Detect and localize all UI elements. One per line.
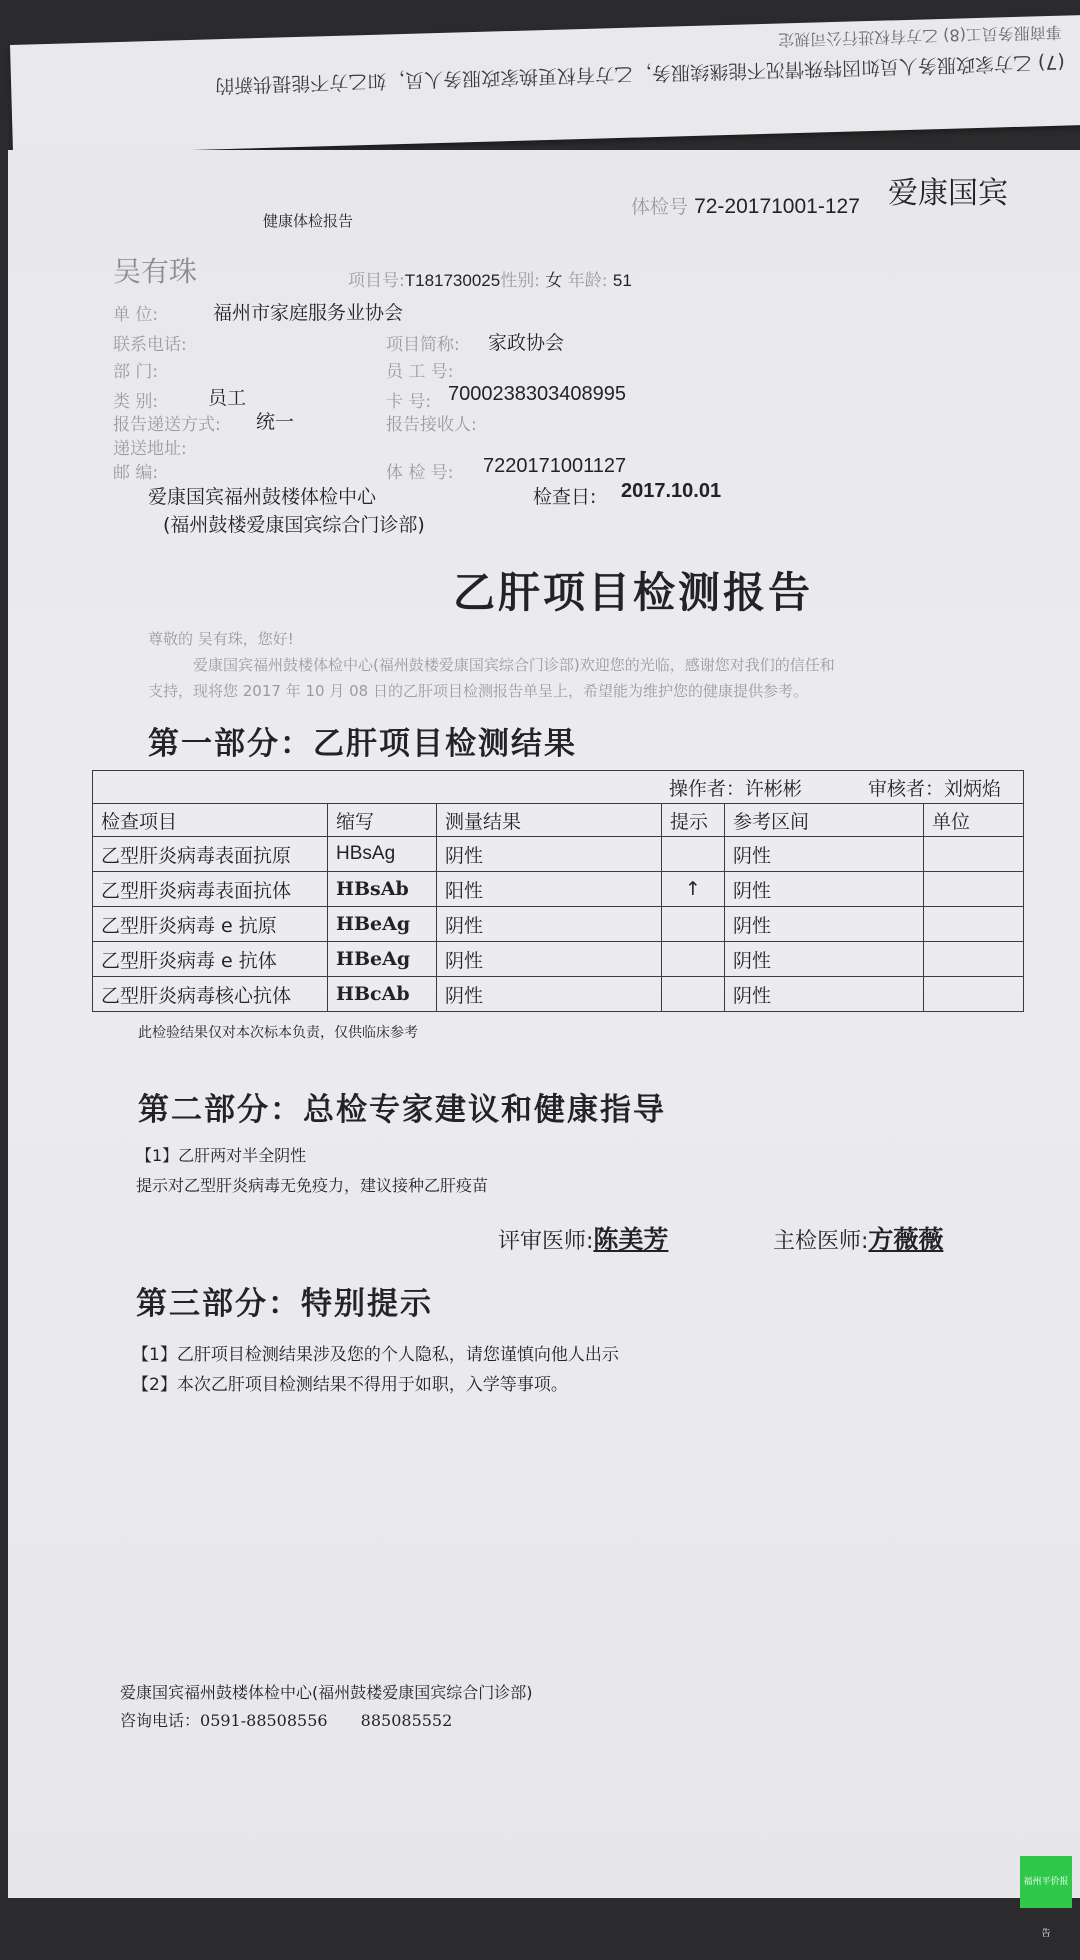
- col-hint: 提示: [662, 804, 725, 837]
- chief-signature: [773, 1220, 943, 1256]
- row-abbr: HBsAg: [328, 837, 437, 872]
- category-label: 类 别:: [113, 392, 159, 412]
- project-no: T181730025: [404, 271, 501, 290]
- col-abbr: 缩写: [328, 804, 437, 837]
- folded-contract-strip: [10, 15, 1080, 155]
- table-meta-row: [93, 771, 1024, 804]
- center-name: 爱康国宾福州鼓楼体检中心: [148, 486, 377, 508]
- row-hint: [662, 907, 725, 942]
- unit-label: 单 位:: [113, 305, 159, 325]
- gender-label: 性别:: [500, 271, 540, 291]
- table-row: [93, 942, 1024, 977]
- row-abbr: HBeAg: [328, 942, 437, 977]
- center-sub: (福州鼓楼爱康国宾综合门诊部): [163, 514, 425, 536]
- row-hint: [662, 942, 725, 977]
- footer-phone-label: 咨询电话：: [120, 1711, 201, 1730]
- card: 7000238303408995: [448, 383, 626, 405]
- notice-item-1: 【1】乙肝项目检测结果涉及您的个人隐私，请您谨慎向他人出示: [132, 1345, 619, 1365]
- part2-heading: 第二部分：总检专家建议和健康指导: [138, 1092, 666, 1128]
- footer-phone-1: 0591-88508556: [200, 1711, 328, 1730]
- row-unit: [924, 942, 1024, 977]
- patient-name: 吴有珠: [113, 255, 198, 288]
- receiver-label: 报告接收人:: [386, 415, 477, 435]
- row-unit: [924, 872, 1024, 907]
- greeting-line-1: 尊敬的 吴有珠，您好!: [148, 630, 294, 648]
- project-no-label: 项目号:: [348, 271, 405, 291]
- brand-name: 爱康国宾: [888, 176, 1008, 211]
- table-note: 此检验结果仅对本次标本负责，仅供临床参考: [138, 1025, 418, 1041]
- report-sheet: [8, 150, 1080, 1898]
- row-item: 乙型肝炎病毒表面抗体: [93, 872, 328, 907]
- age: 51: [612, 271, 632, 290]
- row-hint: [662, 977, 725, 1012]
- reviewer-label: 评审医师:: [498, 1229, 594, 1254]
- reviewer-signature: [498, 1220, 668, 1256]
- row-unit: [924, 977, 1024, 1012]
- project-name-label: 项目简称:: [386, 335, 460, 355]
- table-row: [93, 837, 1024, 872]
- advice-item-1: 【1】乙肝两对半全阴性: [136, 1146, 307, 1165]
- watermark-badge: 福州平价报告: [1020, 1856, 1072, 1908]
- exam-no2: 7220171001127: [483, 455, 627, 477]
- row-item: 乙型肝炎病毒 e 抗体: [93, 942, 328, 977]
- results-table: [92, 770, 1024, 1012]
- footer-phone-2: 885085552: [360, 1711, 453, 1730]
- row-result: 阴性: [437, 837, 662, 872]
- age-label: 年龄:: [567, 271, 608, 291]
- table-row: [93, 977, 1024, 1012]
- staff-no-label: 员 工 号:: [386, 362, 454, 382]
- greeting-line-2: 爱康国宾福州鼓楼体检中心(福州鼓楼爱康国宾综合门诊部)欢迎您的光临，感谢您对我们的信任和: [193, 656, 835, 674]
- row-ref: 阴性: [725, 872, 924, 907]
- row-ref: 阴性: [725, 907, 924, 942]
- exam-no-value: 72-20171001-127: [694, 195, 860, 218]
- address-label: 递送地址:: [113, 439, 187, 459]
- report-label: 健康体检报告: [263, 212, 354, 230]
- row-result: 阳性: [437, 872, 662, 907]
- row-item: 乙型肝炎病毒表面抗原: [93, 837, 328, 872]
- card-label: 卡 号:: [386, 392, 432, 412]
- row-result: 阴性: [437, 907, 662, 942]
- date-label: 检查日:: [533, 486, 597, 508]
- strip-text-1: 事商服务员工(8) 乙方有权进行公司规定: [778, 22, 1063, 50]
- advice-item-1-detail: 提示对乙型肝炎病毒无免疫力，建议接种乙肝疫苗: [136, 1176, 489, 1195]
- row-abbr: HBcAb: [328, 977, 437, 1012]
- chief-label: 主检医师:: [773, 1229, 869, 1254]
- reviewer: 审核者：刘炳焰: [867, 777, 1001, 800]
- dept-label: 部 门:: [113, 362, 159, 382]
- part3-heading: 第三部分：特别提示: [136, 1286, 433, 1322]
- category: 员工: [208, 387, 247, 409]
- exam-no-label: 体检号: [631, 196, 689, 218]
- row-result: 阴性: [437, 942, 662, 977]
- row-unit: [924, 837, 1024, 872]
- project-name: 家政协会: [488, 332, 565, 354]
- row-ref: 阴性: [725, 837, 924, 872]
- greeting-line-3: 支持，现将您 2017 年 10 月 08 日的乙肝项目检测报告单呈上，希望能为维护您的健康提供参考。: [148, 682, 808, 700]
- row-abbr: HBsAb: [328, 872, 437, 907]
- page-title: 乙肝项目检测报告: [453, 568, 814, 617]
- gender: 女: [545, 271, 563, 291]
- row-unit: [924, 907, 1024, 942]
- chief-name: 方薇薇: [868, 1225, 944, 1254]
- col-result: 测量结果: [437, 804, 662, 837]
- col-unit: 单位: [924, 804, 1024, 837]
- row-ref: 阴性: [725, 977, 924, 1012]
- delivery-label: 报告递送方式:: [113, 415, 221, 435]
- col-item: 检查项目: [93, 804, 328, 837]
- row-hint: [662, 837, 725, 872]
- postcode-label: 邮 编:: [113, 463, 159, 483]
- contact-label: 联系电话:: [113, 335, 187, 355]
- delivery: 统一: [256, 411, 295, 433]
- table-row: [93, 872, 1024, 907]
- notice-item-2: 【2】本次乙肝项目检测结果不得用于如职，入学等事项。: [132, 1375, 568, 1395]
- row-abbr: HBeAg: [328, 907, 437, 942]
- table-header-row: [93, 804, 1024, 837]
- row-result: 阴性: [437, 977, 662, 1012]
- strip-text-2: (7) 乙方家政服务人员如因特殊情况不能继续服务，乙方有权更换家政服务人员，如乙方不能提供新的: [214, 50, 1066, 97]
- part1-heading: 第一部分：乙肝项目检测结果: [148, 726, 577, 762]
- footer-center: 爱康国宾福州鼓楼体检中心(福州鼓楼爱康国宾综合门诊部): [120, 1683, 533, 1702]
- operator: 操作者：许彬彬: [668, 777, 802, 800]
- reviewer-name: 陈美芳: [593, 1225, 669, 1254]
- table-row: [93, 907, 1024, 942]
- row-hint-up-arrow-icon: ↑: [662, 872, 725, 907]
- col-ref: 参考区间: [725, 804, 924, 837]
- date: 2017.10.01: [621, 480, 722, 502]
- row-item: 乙型肝炎病毒核心抗体: [93, 977, 328, 1012]
- unit: 福州市家庭服务业协会: [213, 302, 404, 324]
- exam-no2-label: 体 检 号:: [386, 463, 454, 483]
- row-item: 乙型肝炎病毒 e 抗原: [93, 907, 328, 942]
- row-ref: 阴性: [725, 942, 924, 977]
